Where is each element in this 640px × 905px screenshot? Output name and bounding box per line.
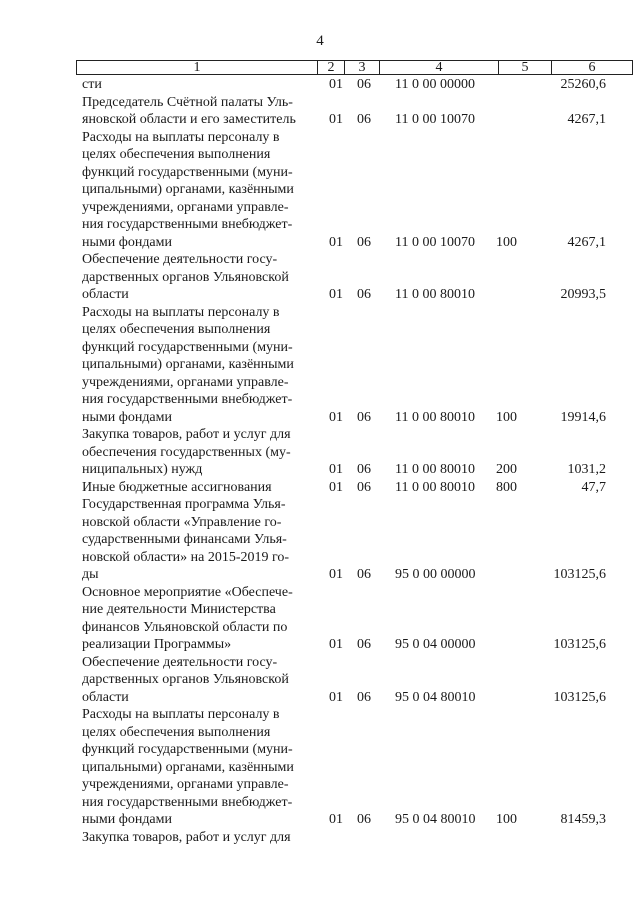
- header-col-3: 3: [345, 61, 380, 74]
- cell-col-3: 06: [357, 409, 371, 425]
- cell-col-4: 11 0 00 80010: [395, 409, 475, 425]
- cell-col-4: 11 0 00 00000: [395, 77, 475, 92]
- description-line: Основное мероприятие «Обеспече-: [82, 584, 293, 600]
- header-col-1: 1: [77, 61, 318, 74]
- table-row: [0, 654, 640, 707]
- row-description: [82, 706, 316, 829]
- description-line: Обеспечение деятельности госу-: [82, 654, 278, 670]
- cell-col-6: 47,7: [581, 479, 606, 495]
- description-line: Закупка товаров, работ и услуг для: [82, 427, 291, 442]
- description-line: области: [82, 287, 129, 302]
- table-row: [0, 829, 640, 847]
- header-col-6: 6: [588, 60, 596, 75]
- cell-col-3: 06: [357, 234, 371, 250]
- description-line: целях обеспечения выполнения: [82, 322, 271, 337]
- cell-col-5: 100: [496, 812, 517, 827]
- row-description: [82, 479, 316, 497]
- cell-col-2: 01: [329, 637, 343, 652]
- cell-col-5: 800: [496, 479, 517, 495]
- cell-col-2: 01: [329, 77, 343, 92]
- header-col-5: 5: [499, 61, 552, 74]
- description-line: финансов Ульяновской области по: [82, 619, 288, 635]
- description-line: функций государственными (муни-: [82, 742, 293, 757]
- description-line: яновской области и его заместитель: [82, 112, 296, 127]
- cell-col-6: 4267,1: [567, 234, 606, 250]
- description-line: ние деятельности Министерства: [82, 602, 276, 617]
- description-line: Обеспечение деятельности госу-: [82, 252, 278, 267]
- table-row: [0, 584, 640, 654]
- table-row: [0, 496, 640, 584]
- cell-col-3: 06: [357, 287, 371, 302]
- table-row: [0, 129, 640, 252]
- description-line: обеспечения государственных (му-: [82, 444, 291, 460]
- cell-col-2: 01: [329, 479, 343, 495]
- description-line: области: [82, 689, 129, 705]
- cell-col-6: 103125,6: [553, 637, 606, 652]
- cell-col-5: 100: [496, 234, 517, 250]
- description-line: учреждениями, органами управле-: [82, 374, 289, 390]
- table-row: [0, 251, 640, 304]
- row-description: [82, 251, 316, 304]
- cell-col-2: 01: [329, 567, 343, 582]
- cell-col-4: 11 0 00 10070: [395, 234, 475, 250]
- description-line: сударственными финансами Улья-: [82, 532, 287, 547]
- cell-col-4: 11 0 00 80010: [395, 287, 475, 302]
- cell-col-2: 01: [329, 812, 343, 827]
- description-line: Расходы на выплаты персоналу в: [82, 707, 280, 722]
- description-line: Расходы на выплаты персоналу в: [82, 129, 280, 145]
- cell-col-3: 06: [357, 812, 371, 827]
- row-description: [82, 584, 316, 654]
- cell-col-6: 103125,6: [553, 689, 606, 705]
- cell-col-4: 11 0 00 80010: [395, 462, 475, 477]
- cell-col-3: 06: [357, 479, 371, 495]
- description-line: ниципальных) нужд: [82, 462, 203, 477]
- cell-col-6: 1031,2: [567, 462, 606, 477]
- cell-col-4: 11 0 00 10070: [395, 112, 475, 127]
- cell-col-4: 11 0 00 80010: [395, 479, 475, 495]
- description-line: ными фондами: [82, 812, 173, 827]
- cell-col-3: 06: [357, 77, 371, 92]
- cell-col-5: 100: [496, 409, 517, 425]
- cell-col-3: 06: [357, 567, 371, 582]
- cell-col-2: 01: [329, 287, 343, 302]
- cell-col-3: 06: [357, 462, 371, 477]
- cell-col-2: 01: [329, 409, 343, 425]
- description-line: целях обеспечения выполнения: [82, 724, 271, 740]
- row-description: [82, 654, 316, 707]
- page-number: 4: [316, 33, 324, 49]
- description-line: ными фондами: [82, 234, 173, 250]
- cell-col-6: 19914,6: [560, 409, 606, 425]
- description-line: учреждениями, органами управле-: [82, 777, 289, 792]
- cell-col-4: 95 0 04 80010: [395, 689, 476, 705]
- table-row: [0, 479, 640, 497]
- row-description: [82, 76, 316, 94]
- cell-col-6: 20993,5: [560, 287, 606, 302]
- description-line: новской области «Управление го-: [82, 514, 282, 530]
- cell-col-6: 4267,1: [567, 112, 606, 127]
- cell-col-2: 01: [329, 689, 343, 705]
- cell-col-6: 81459,3: [560, 812, 606, 827]
- header-col-4: 4: [380, 61, 499, 74]
- table-row: [0, 426, 640, 479]
- header-col-2: 2: [318, 61, 345, 74]
- table-row: [0, 76, 640, 94]
- cell-col-2: 01: [329, 234, 343, 250]
- description-line: сти: [82, 77, 102, 92]
- description-line: Государственная программа Улья-: [82, 497, 286, 512]
- budget-table-body: [0, 76, 640, 846]
- description-line: дарственных органов Ульяновской: [82, 672, 289, 687]
- cell-col-2: 01: [329, 462, 343, 477]
- description-line: целях обеспечения выполнения: [82, 147, 271, 162]
- table-row: [0, 94, 640, 129]
- cell-col-6: 25260,6: [560, 77, 606, 92]
- cell-col-4: 95 0 04 80010: [395, 812, 476, 827]
- row-description: [82, 829, 316, 847]
- description-line: Председатель Счётной палаты Уль-: [82, 94, 293, 110]
- description-line: Расходы на выплаты персоналу в: [82, 304, 280, 320]
- description-line: учреждениями, органами управле-: [82, 199, 289, 215]
- description-line: ципальными) органами, казёнными: [82, 357, 294, 372]
- table-row: [0, 706, 640, 829]
- description-line: ды: [82, 567, 99, 582]
- cell-col-5: 200: [496, 462, 517, 477]
- row-description: [82, 304, 316, 427]
- description-line: новской области» на 2015-2019 го-: [82, 549, 290, 565]
- description-line: ципальными) органами, казёнными: [82, 182, 294, 197]
- description-line: ципальными) органами, казёнными: [82, 759, 294, 775]
- description-line: ния государственными внебюджет-: [82, 217, 293, 232]
- description-line: Закупка товаров, работ и услуг для: [82, 829, 291, 845]
- cell-col-4: 95 0 04 00000: [395, 637, 476, 652]
- cell-col-3: 06: [357, 112, 371, 127]
- cell-col-6: 103125,6: [553, 567, 606, 582]
- row-description: [82, 496, 316, 584]
- description-line: реализации Программы»: [82, 637, 232, 652]
- cell-col-4: 95 0 00 00000: [395, 567, 476, 582]
- row-description: [82, 426, 316, 479]
- description-line: Иные бюджетные ассигнования: [82, 479, 272, 495]
- table-row: [0, 304, 640, 427]
- description-line: ния государственными внебюджет-: [82, 794, 293, 810]
- cell-col-2: 01: [329, 112, 343, 127]
- description-line: функций государственными (муни-: [82, 164, 293, 180]
- description-line: ными фондами: [82, 409, 173, 425]
- row-description: [82, 129, 316, 252]
- cell-col-3: 06: [357, 637, 371, 652]
- description-line: дарственных органов Ульяновской: [82, 269, 289, 285]
- description-line: функций государственными (муни-: [82, 339, 293, 355]
- description-line: ния государственными внебюджет-: [82, 392, 293, 407]
- table-header: [76, 60, 633, 75]
- row-description: [82, 94, 316, 129]
- cell-col-3: 06: [357, 689, 371, 705]
